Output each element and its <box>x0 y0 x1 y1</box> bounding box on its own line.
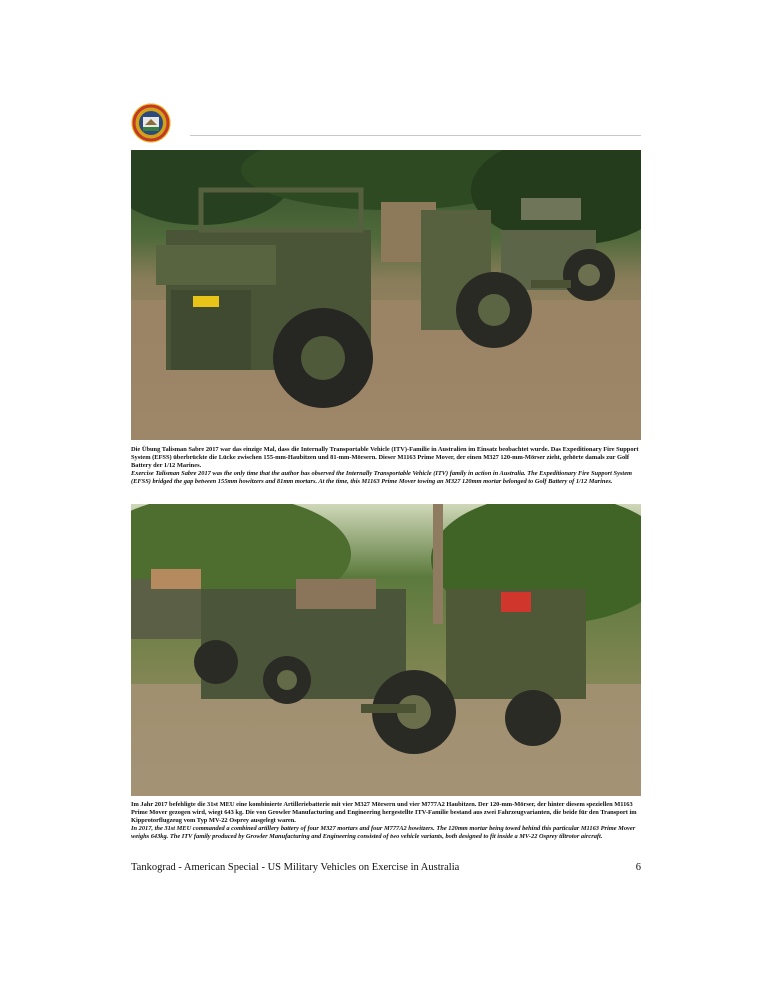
caption-english: In 2017, the 31st MEU commanded a combined artillery battery of four M327 mortars and four M777A2 howitzers. The 120mm mortar being towed behind this particular M1163 Prime Mover weighs 643kg. The ITV family produced by Growler Manufacturing and Engineering consisted of two vehicle variants, both designed to fit inside a MV-22 Osprey tiltrotor aircraft. <box>131 825 636 841</box>
header-rule <box>190 135 641 136</box>
page-number: 6 <box>635 862 641 873</box>
caption-german: Die Übung Talisman Sabre 2017 war das einzige Mal, dass die Internally Transportable Vehicle (ITV)-Familie in Australien im Einsatz beobachtet wurde. Das Expeditionary Fire Support System (EFSS) überbrückte die Lücke zwischen 155-mm-Haubitzen und 81-mm-Mörsern. Dieser M1163 Prime Mover, der einen M327 120-mm-Mörser zieht, gehörte damals zur Golf Battery der 1/12 Marines. <box>131 446 639 470</box>
photo-prime-mover-convoy <box>131 504 641 796</box>
caption-photo-1 <box>131 446 641 486</box>
footer-title: Tankograd - American Special - US Military Vehicles on Exercise in Australia <box>131 862 460 873</box>
caption-german: Im Jahr 2017 befehligte die 31st MEU eine kombinierte Artilleriebatterie mit vier M327 Mörsern und vier M777A2 Haubitzen. Der 120-mm-Mörser, der hinter diesem speziellen M1163 Prime Mover gezogen wird, wiegt 643 kg. Die von Growler Manufacturing and Engineering hergestellte ITV-Familie bestand aus zwei Fahrzeugvarianten, die beide für den Transport im Kipprotorflugzeug vom Typ MV-22 Osprey ausgelegt waren. <box>131 801 637 825</box>
caption-english: Exercise Talisman Sabre 2017 was the only time that the author has observed the Internally Transportable Vehicle (ITV) family in action in Australia. The Expeditionary Fire Support System (EFSS) bridged the gap between 155mm howitzers and 81mm mortars. At the time, this M1163 Prime Mover towing an M327 120mm mortar belonged to Golf Battery of 1/12 Marines. <box>131 470 632 486</box>
unit-emblem-icon <box>131 103 171 143</box>
caption-photo-2 <box>131 801 641 841</box>
photo-prime-mover-with-mortar <box>131 150 641 440</box>
